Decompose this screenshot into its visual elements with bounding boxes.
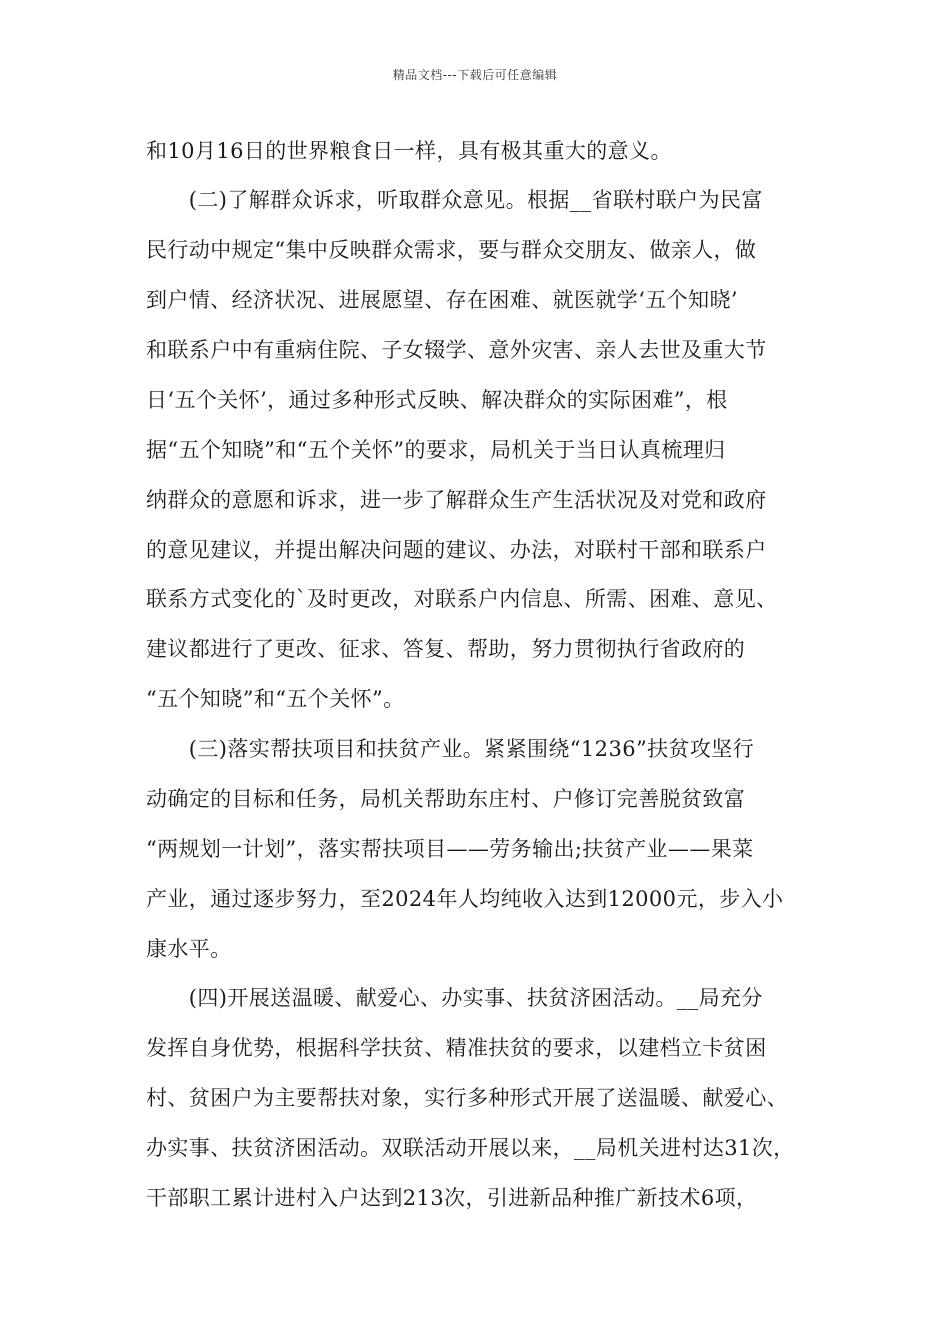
page-header: 精品文档---下载后可任意编辑 [392, 68, 558, 82]
body-line: 干部职工累计进村入户达到213次，引进新品种推广新技术6项， [146, 1186, 758, 1210]
body-line: 康水平。 [146, 937, 232, 961]
body-line: (四)开展送温暖、献爱心、办实事、扶贫济困活动。__局充分 [146, 986, 763, 1010]
body-line: 发挥自身优势，根据科学扶贫、精准扶贫的要求，以建档立卡贫困 [146, 1036, 767, 1060]
body-line: 到户情、经济状况、进展愿望、存在困难、就医就学‘五个知晓’ [146, 288, 738, 312]
body-line: 动确定的目标和任务，局机关帮助东庄村、户修订完善脱贫致富 [146, 787, 746, 811]
body-line: “两规划一计划”，落实帮扶项目——劳务输出;扶贫产业——果菜 [146, 837, 754, 861]
body-line: 据“五个知晓”和“五个关怀”的要求，局机关于当日认真梳理归 [146, 438, 726, 462]
body-line: 纳群众的意愿和诉求，进一步了解群众生产生活状况及对党和政府 [146, 488, 767, 512]
body-line: 联系方式变化的`及时更改，对联系户内信息、所需、困难、意见、 [146, 587, 778, 611]
body-line: (三)落实帮扶项目和扶贫产业。紧紧围绕“1236”扶贫攻坚行 [146, 737, 755, 761]
body-line: 和10月16日的世界粮食日一样，具有极其重大的意义。 [146, 139, 672, 163]
body-line: (二)了解群众诉求，听取群众意见。根据__省联村联户为民富 [146, 188, 763, 212]
body-line: “五个知晓”和“五个关怀”。 [146, 687, 405, 711]
body-line: 建议都进行了更改、征求、答复、帮助，努力贯彻执行省政府的 [146, 637, 746, 661]
body-line: 的意见建议，并提出解决问题的建议、办法，对联村干部和联系户 [146, 538, 767, 562]
body-line: 产业，通过逐步努力，至2024年人均纯收入达到12000元，步入小 [146, 887, 784, 911]
body-line: 办实事、扶贫济困活动。双联活动开展以来，__局机关进村达31次， [146, 1136, 795, 1160]
body-line: 日‘五个关怀’，通过多种形式反映、解决群众的实际困难”，根 [146, 388, 728, 412]
body-line: 和联系户中有重病住院、子女辍学、意外灾害、亲人去世及重大节 [146, 338, 767, 362]
body-line: 民行动中规定“集中反映群众需求，要与群众交朋友、做亲人，做 [146, 238, 757, 262]
body-line: 村、贫困户为主要帮扶对象，实行多种形式开展了送温暖、献爱心、 [146, 1086, 788, 1110]
